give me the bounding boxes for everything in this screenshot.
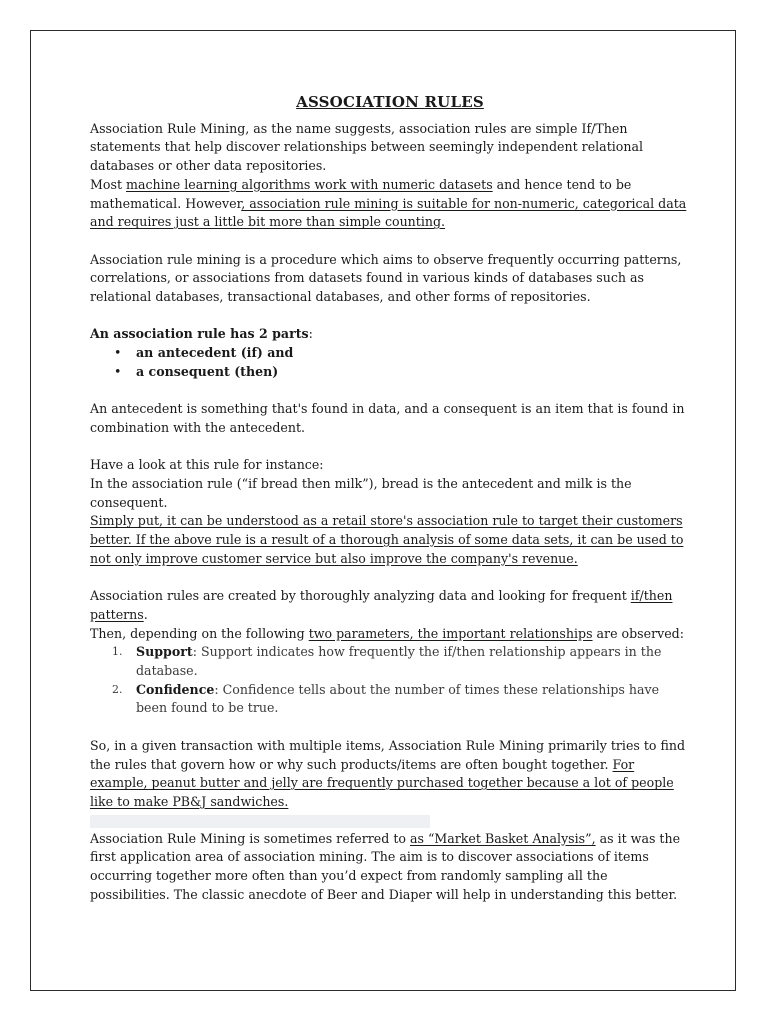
- market-text-end: as it was the first application area of association mining. The aim is to discover associations of items occurring together more often than you’d expect from randomly sampling all the possibilities. The classic anecdote of Beer and Diaper will help in understanding this better.: [90, 830, 681, 902]
- parameters-list: [90, 643, 690, 718]
- intro-line2-mid: and hence tend to be mathematical. However: [90, 176, 632, 211]
- example-rule: In the association rule (“if bread then milk”), bread is the antecedent and milk is the consequent.: [90, 476, 632, 510]
- param-sep: :: [192, 644, 201, 660]
- list-number: 1.: [112, 645, 123, 659]
- antecedent-paragraph: An antecedent is something that's found in data, and a consequent is an item that is found in combination with the antecedent.: [90, 401, 685, 435]
- parts-heading-colon: :: [308, 326, 313, 342]
- param-desc: Support indicates how frequently the if/then relationship appears in the database.: [136, 644, 662, 679]
- creation-text-start: Association rules are created by thoroughly analyzing data and looking for frequent: [90, 588, 631, 604]
- intro-underline-ml: machine learning algorithms work with numeric datasets: [126, 176, 493, 192]
- transaction-text: So, in a given transaction with multiple items, Association Rule Mining primarily tries to find the rules that govern how or why such products/items are often bought together.: [90, 737, 686, 772]
- example-paragraph: [90, 456, 690, 568]
- intro-paragraph: [90, 120, 690, 232]
- list-number: 2.: [112, 682, 123, 696]
- creation-underline-patterns: if/then patterns: [90, 588, 673, 622]
- then-text-start: Then, depending on the following: [90, 625, 309, 641]
- list-item: • a consequent (then): [136, 363, 690, 382]
- example-intro: Have a look at this rule for instance:: [90, 457, 324, 473]
- then-text-end: are observed:: [592, 625, 684, 641]
- then-underline: two parameters, the important relationships: [308, 625, 593, 641]
- list-item: • an antecedent (if) and: [136, 344, 690, 363]
- market-basket-paragraph: [90, 830, 690, 905]
- list-item: [112, 681, 690, 718]
- example-underlined: Simply put, it can be understood as a retail store's association rule to target their customers better. If the above rule is a result of a thorough analysis of some data sets, it can be used to not only improve customer service but also improve the company's revenue.: [90, 513, 684, 566]
- parts-list: [90, 344, 690, 381]
- document-body: [90, 87, 690, 904]
- page-title: ASSOCIATION RULES: [296, 93, 484, 111]
- param-term: Confidence: [136, 681, 215, 697]
- market-underline: as “Market Basket Analysis”,: [409, 830, 596, 846]
- market-text-start: Association Rule Mining is sometimes referred to: [90, 830, 410, 846]
- document-page: [30, 30, 736, 991]
- parts-heading: [90, 325, 690, 344]
- intro-text: Association Rule Mining, as the name suggests, association rules are simple If/Then statements that help discover relationships between seemingly independent relational databases or other data repositories.: [90, 120, 644, 174]
- param-sep: :: [214, 681, 223, 697]
- procedure-paragraph: Association rule mining is a procedure which aims to observe frequently occurring patterns, correlations, or associations from datasets found in various kinds of databases such as relational databases, transactional databases, and other forms of repositories.: [90, 251, 682, 305]
- faint-watermark-strip: [90, 815, 430, 828]
- creation-paragraph: [90, 587, 690, 643]
- intro-line2-start: Most: [90, 176, 127, 192]
- list-item: [112, 643, 690, 680]
- intro-underline-arm: , association rule mining is suitable for non-numeric, categorical data and requires just a little bit more than simple counting.: [90, 195, 687, 230]
- creation-period: .: [143, 606, 148, 622]
- parts-heading-text: An association rule has 2 parts: [90, 326, 309, 342]
- transaction-underlined: For example, peanut butter and jelly are frequently purchased together because a lot of people like to make PB&J sandwiches.: [90, 756, 674, 809]
- transaction-paragraph: [90, 737, 690, 812]
- param-term: Support: [136, 644, 193, 660]
- param-desc: Confidence tells about the number of times these relationships have been found to be true.: [136, 681, 660, 716]
